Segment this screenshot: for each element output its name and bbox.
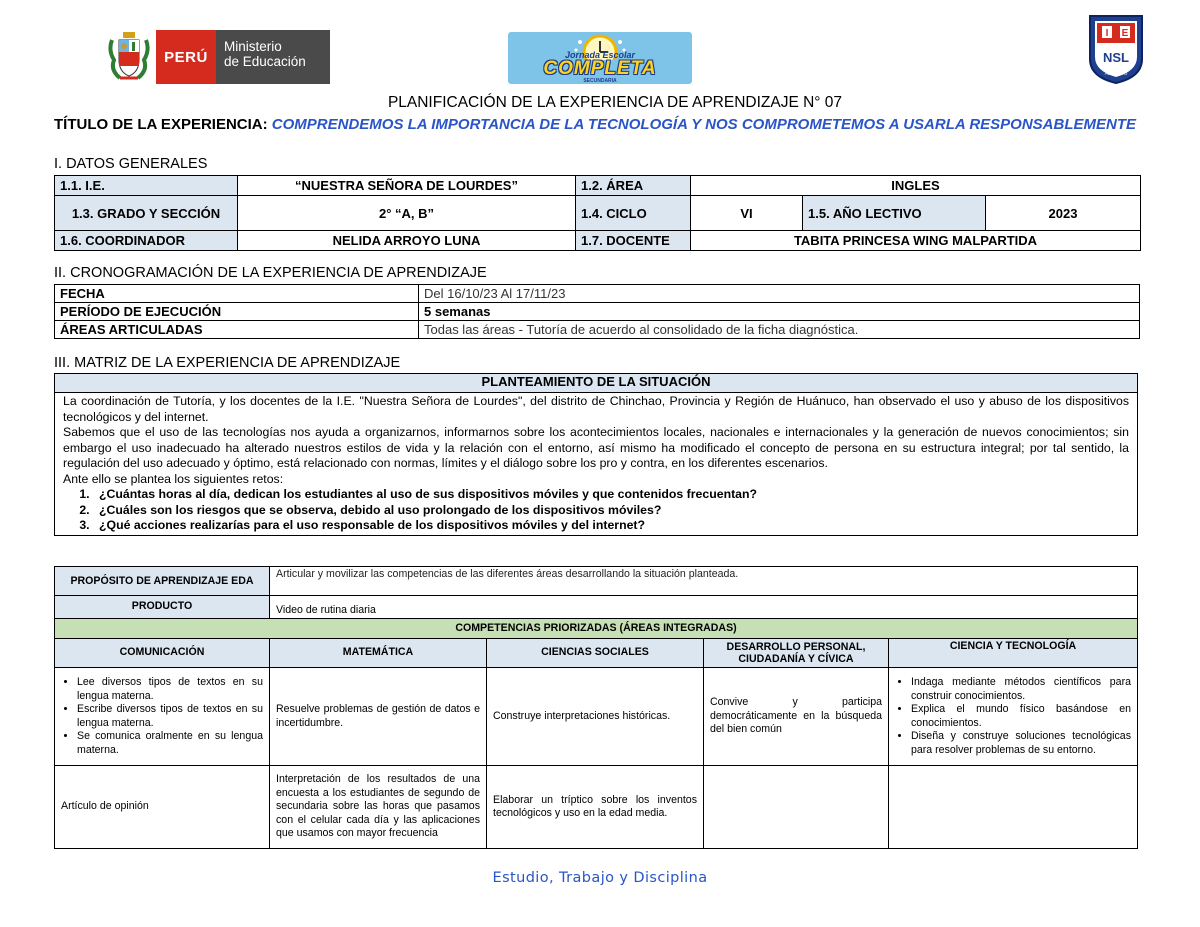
jec-logo — [508, 32, 692, 84]
jec-line3: SECUNDARIA — [583, 78, 617, 84]
row2-ciencia — [889, 766, 1138, 849]
section3-heading: III. MATRIZ DE LA EXPERIENCIA DE APRENDIZAJE — [54, 355, 401, 371]
ciencia-competencias — [889, 668, 1138, 766]
list-item: • Explica el mundo físico basándose en conocimientos. — [911, 703, 1131, 730]
ie-label: 1.1. I.E. — [55, 176, 238, 196]
list-item: • Indaga mediante métodos científicos para construir conocimientos. — [911, 676, 1131, 703]
jec-line2: COMPLETA — [543, 58, 657, 79]
situation-table — [54, 373, 1138, 536]
table-row — [55, 303, 1140, 321]
situation-paragraph-2: Sabemos que el uso de las tecnologías nos ayuda a organizarnos, informarnos sobre los acontecimientos locales, nacionales e internacionales y la generación de nuevos conocimientos; sin embargo el uso inadecuado ha alterado nuestros estilos de vida y la relación con el entorno, así mismo ha modificado el concepto de persona en su estructura integral; por tal sentido, la regulación del uso adecuado y óptimo, está relacionado con normas, límites y el diálogo sobre los pro y contra, en los diferentes escenarios. — [63, 425, 1129, 470]
dpcc-competencia: Convive y participa democráticamente en la búsqueda del bien común — [704, 668, 889, 766]
table-row — [55, 196, 1141, 231]
situation-header: PLANTEAMIENTO DE LA SITUACIÓN — [55, 374, 1138, 393]
fecha-value: Del 16/10/23 Al 17/11/23 — [419, 285, 1140, 303]
peru-label: PERÚ — [156, 30, 216, 84]
table-row — [55, 766, 1138, 849]
grado-label: 1.3. GRADO Y SECCIÓN — [55, 196, 238, 231]
proposito-label: PROPÓSITO DE APRENDIZAJE EDA — [55, 567, 270, 596]
producto-value: Video de rutina diaria — [270, 596, 1138, 619]
general-data-table — [54, 175, 1141, 251]
col-ciencia: CIENCIA Y TECNOLOGÍA — [889, 639, 1138, 668]
ie-value: “NUESTRA SEÑORA DE LOURDES” — [238, 176, 576, 196]
matematica-competencia: Resuelve problemas de gestión de datos e incertidumbre. — [270, 668, 487, 766]
crest-letter-e: E — [1121, 28, 1129, 39]
area-value: INGLES — [691, 176, 1141, 196]
crest-text: NSL — [1103, 50, 1129, 65]
ciclo-label: 1.4. CICLO — [576, 196, 691, 231]
page-title: PLANIFICACIÓN DE LA EXPERIENCIA DE APRENDIZAJE N° 07 — [387, 94, 843, 111]
anio-value: 2023 — [986, 196, 1141, 231]
list-item: 2. ¿Cuáles son los riesgos que se observa, debido al uso prolongado de los dispositivos móviles? — [93, 503, 1129, 519]
ministry-label — [216, 30, 330, 84]
list-item: • Lee diversos tipos de textos en su lengua materna. — [77, 676, 263, 703]
ministry-line2: de Educación — [224, 54, 306, 69]
list-item: • Escribe diversos tipos de textos en su lengua materna. — [77, 703, 263, 730]
competencies-table — [54, 566, 1138, 849]
table-row — [55, 596, 1138, 619]
footer-motto: Estudio, Trabajo y Disciplina — [492, 870, 708, 886]
areas-value: Todas las áreas - Tutoría de acuerdo al consolidado de la ficha diagnóstica. — [419, 321, 1140, 339]
situation-paragraph-1: La coordinación de Tutoría, y los docentes de la I.E. "Nuestra Señora de Lourdes", del distrito de Chinchao, Provincia y Región de Huánuco, han observado el uso y abuso de los dispositivos tecnológicos y del internet. — [63, 394, 1129, 424]
ministry-line1: Ministerio — [224, 39, 282, 54]
crest-letter-i: I — [1105, 28, 1109, 39]
row2-comunicacion: Artículo de opinión — [55, 766, 270, 849]
periodo-value: 5 semanas — [419, 303, 1140, 321]
crest-bottom-text: ACOMAYO — [1104, 71, 1128, 76]
col-sociales: CIENCIAS SOCIALES — [487, 639, 704, 668]
docente-label: 1.7. DOCENTE — [576, 231, 691, 251]
list-item: • Diseña y construye soluciones tecnológicas para resolver problemas de su entorno. — [911, 730, 1131, 757]
table-row — [55, 567, 1138, 596]
table-row — [55, 285, 1140, 303]
row2-dpcc — [704, 766, 889, 849]
section1-heading: I. DATOS GENERALES — [54, 156, 208, 172]
situation-body — [55, 393, 1138, 536]
periodo-label: PERÍODO DE EJECUCIÓN — [55, 303, 419, 321]
minedu-logo — [108, 30, 330, 84]
row2-sociales: Elaborar un tríptico sobre los inventos tecnológicos y uso en la edad media. — [487, 766, 704, 849]
table-row — [55, 619, 1138, 639]
row2-matematica: Interpretación de los resultados de una encuesta a los estudiantes de segundo de secundaria sobre las horas que pasamos con el celular cada día y las aplicaciones que usamos con mayor frecuencia — [270, 766, 487, 849]
proposito-value: Articular y movilizar las competencias de las diferentes áreas desarrollando la situación planteada. — [270, 567, 1138, 596]
coordinador-value: NELIDA ARROYO LUNA — [238, 231, 576, 251]
experience-title — [54, 115, 1154, 135]
ciclo-value: VI — [691, 196, 803, 231]
list-item: • Se comunica oralmente en su lengua materna. — [77, 730, 263, 757]
experience-label: TÍTULO DE LA EXPERIENCIA: — [54, 116, 272, 133]
comunicacion-competencias — [55, 668, 270, 766]
jec-line1: Jornada Escolar — [564, 50, 636, 60]
table-row — [55, 668, 1138, 766]
table-row — [55, 393, 1138, 536]
col-comunicacion: COMUNICACIÓN — [55, 639, 270, 668]
list-item: 3. ¿Qué acciones realizarías para el uso responsable de los dispositivos móviles y del internet? — [93, 518, 1129, 534]
experience-value: COMPRENDEMOS LA IMPORTANCIA DE LA TECNOLOGÍA Y NOS COMPROMETEMOS A USARLA RESPONSABLEMENTE — [271, 116, 1137, 133]
competencias-header: COMPETENCIAS PRIORIZADAS (ÁREAS INTEGRADAS) — [55, 619, 1138, 639]
anio-label: 1.5. AÑO LECTIVO — [803, 196, 986, 231]
coordinador-label: 1.6. COORDINADOR — [55, 231, 238, 251]
area-label: 1.2. ÁREA — [576, 176, 691, 196]
peru-coat-of-arms-icon — [108, 30, 150, 84]
fecha-label: FECHA — [55, 285, 419, 303]
section2-heading: II. CRONOGRAMACIÓN DE LA EXPERIENCIA DE APRENDIZAJE — [54, 265, 487, 281]
retos-list — [63, 487, 1129, 534]
schedule-table — [54, 284, 1140, 339]
table-row — [55, 374, 1138, 393]
school-crest-logo — [1087, 13, 1145, 85]
table-row — [55, 176, 1141, 196]
col-dpcc: DESARROLLO PERSONAL, CIUDADANÍA Y CÍVICA — [704, 639, 889, 668]
docente-value: TABITA PRINCESA WING MALPARTIDA — [691, 231, 1141, 251]
table-row — [55, 321, 1140, 339]
sociales-competencia: Construye interpretaciones históricas. — [487, 668, 704, 766]
ciencia-list — [895, 676, 1131, 757]
table-row — [55, 231, 1141, 251]
comunicacion-list — [61, 676, 263, 757]
grado-value: 2° “A, B” — [238, 196, 576, 231]
table-row — [55, 639, 1138, 668]
producto-label: PRODUCTO — [55, 596, 270, 619]
list-item: 1. ¿Cuántas horas al día, dedican los estudiantes al uso de sus dispositivos móviles y que contenidos frecuentan? — [93, 487, 1129, 503]
col-matematica: MATEMÁTICA — [270, 639, 487, 668]
situation-paragraph-3: Ante ello se plantea los siguientes retos: — [63, 471, 284, 486]
areas-label: ÁREAS ARTICULADAS — [55, 321, 419, 339]
